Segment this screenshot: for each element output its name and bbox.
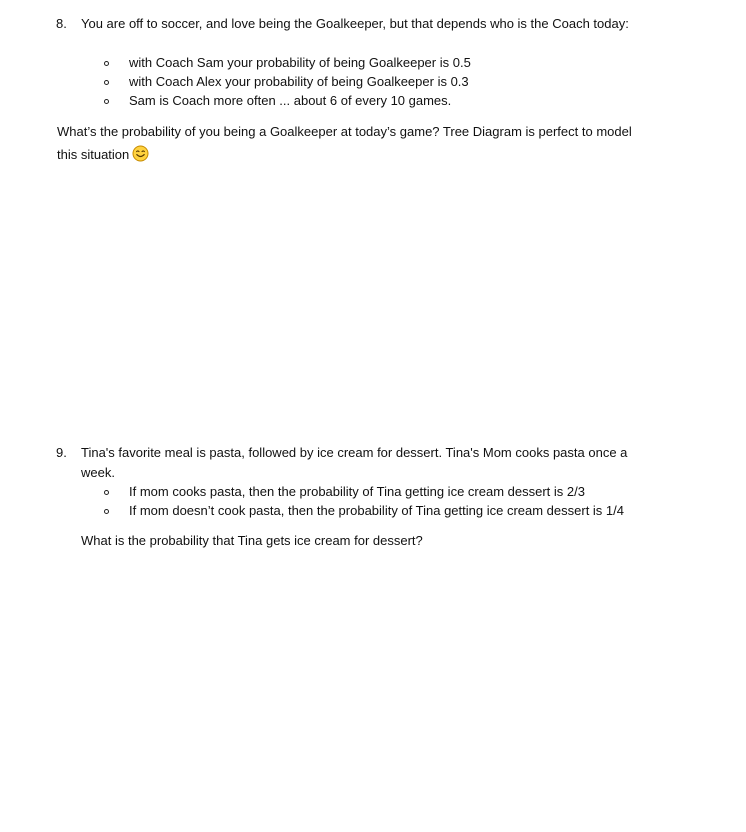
q8-question-line-2: this situation	[57, 147, 130, 162]
q9-bullet-marker-2	[104, 509, 109, 514]
q8-bullet-1: with Coach Sam your probability of being Goalkeeper is 0.5	[129, 55, 471, 70]
smiley-face-icon	[132, 145, 149, 162]
q9-prompt-line-1: Tina's favorite meal is pasta, followed by ice cream for dessert. Tina's Mom cooks pasta once a	[81, 445, 628, 460]
q9-question: What is the probability that Tina gets ice cream for dessert?	[81, 533, 423, 548]
q9-prompt-line-2: week.	[81, 465, 115, 480]
q9-bullet-1: If mom cooks pasta, then the probability of Tina getting ice cream dessert is 2/3	[129, 484, 585, 499]
q8-bullet-2: with Coach Alex your probability of being Goalkeeper is 0.3	[129, 74, 469, 89]
q8-number: 8.	[56, 16, 67, 31]
q8-question-line-1: What’s the probability of you being a Goalkeeper at today’s game? Tree Diagram is perfect to model	[57, 124, 632, 139]
q8-question-line-2-wrap	[57, 145, 149, 163]
q8-bullet-marker-3	[104, 99, 109, 104]
q8-bullet-3: Sam is Coach more often ... about 6 of every 10 games.	[129, 93, 452, 108]
q9-bullet-marker-1	[104, 490, 109, 495]
q8-bullet-marker-2	[104, 80, 109, 85]
q9-bullet-2: If mom doesn’t cook pasta, then the probability of Tina getting ice cream dessert is 1/4	[129, 503, 624, 518]
q9-number: 9.	[56, 445, 67, 460]
q8-bullet-marker-1	[104, 61, 109, 66]
q8-prompt: You are off to soccer, and love being the Goalkeeper, but that depends who is the Coach today:	[81, 16, 629, 31]
